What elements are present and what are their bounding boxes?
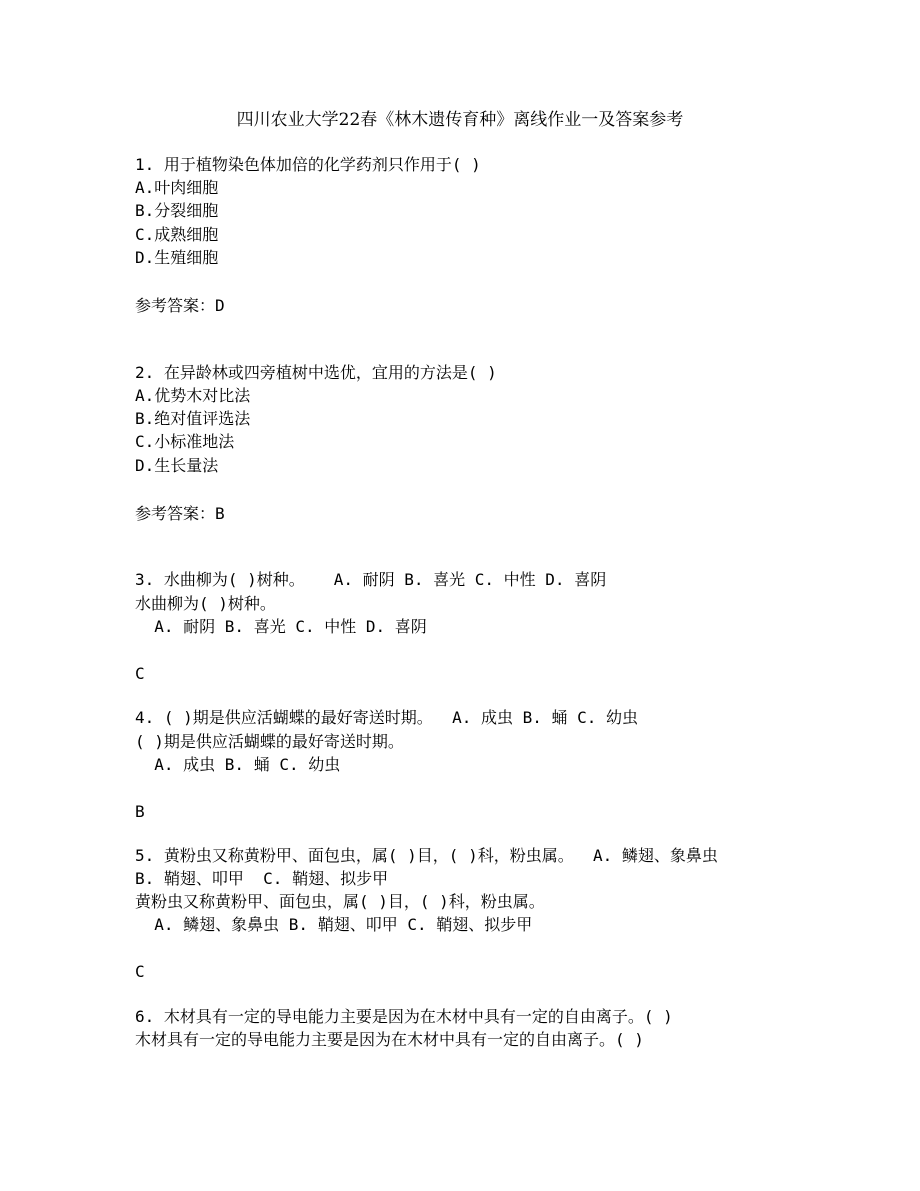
q2-answer: 参考答案：B bbox=[135, 504, 225, 523]
q5-stem-cont: B. 鞘翅、叩甲 C. 鞘翅、拟步甲 bbox=[135, 869, 389, 888]
q6-stem: 6. 木材具有一定的导电能力主要是因为在木材中具有一定的自由离子。( ) bbox=[135, 1007, 673, 1026]
q5-answer: C bbox=[135, 962, 145, 981]
q4-options: A. 成虫 B. 蛹 C. 幼虫 bbox=[135, 755, 341, 774]
q1-option-a: A.叶肉细胞 bbox=[135, 178, 219, 197]
q2-option-a: A.优势木对比法 bbox=[135, 386, 251, 405]
q1-option-b: B.分裂细胞 bbox=[135, 201, 219, 220]
q3-answer: C bbox=[135, 664, 145, 683]
q3-stem-repeat: 水曲柳为( )树种。 bbox=[135, 594, 276, 613]
q4-stem-repeat: ( )期是供应活蝴蝶的最好寄送时期。 bbox=[135, 732, 404, 751]
q1-option-d: D.生殖细胞 bbox=[135, 248, 219, 267]
q5-stem-repeat: 黄粉虫又称黄粉甲、面包虫，属( )目，( )科，粉虫属。 bbox=[135, 892, 545, 911]
q1-option-c: C.成熟细胞 bbox=[135, 225, 219, 244]
q4-stem: 4. ( )期是供应活蝴蝶的最好寄送时期。 A. 成虫 B. 蛹 C. 幼虫 bbox=[135, 708, 639, 727]
q5-options: A. 鳞翅、象鼻虫 B. 鞘翅、叩甲 C. 鞘翅、拟步甲 bbox=[135, 915, 533, 934]
q3-options: A. 耐阴 B. 喜光 C. 中性 D. 喜阴 bbox=[135, 617, 427, 636]
q2-option-c: C.小标准地法 bbox=[135, 432, 235, 451]
q2-option-d: D.生长量法 bbox=[135, 456, 219, 475]
document-title: 四川农业大学22春《林木遗传育种》离线作业一及答案参考 bbox=[236, 110, 684, 130]
q3-stem: 3. 水曲柳为( )树种。 A. 耐阴 B. 喜光 C. 中性 D. 喜阴 bbox=[135, 570, 607, 589]
q2-stem: 2. 在异龄林或四旁植树中选优，宜用的方法是( ) bbox=[135, 363, 497, 382]
q2-option-b: B.绝对值评选法 bbox=[135, 409, 251, 428]
q4-answer: B bbox=[135, 802, 145, 821]
q1-answer: 参考答案：D bbox=[135, 296, 225, 315]
q5-stem: 5. 黄粉虫又称黄粉甲、面包虫，属( )目，( )科，粉虫属。 A. 鳞翅、象鼻虫 bbox=[135, 846, 718, 865]
q6-stem-repeat: 木材具有一定的导电能力主要是因为在木材中具有一定的自由离子。( ) bbox=[135, 1030, 644, 1049]
q1-stem: 1. 用于植物染色体加倍的化学药剂只作用于( ) bbox=[135, 155, 481, 174]
